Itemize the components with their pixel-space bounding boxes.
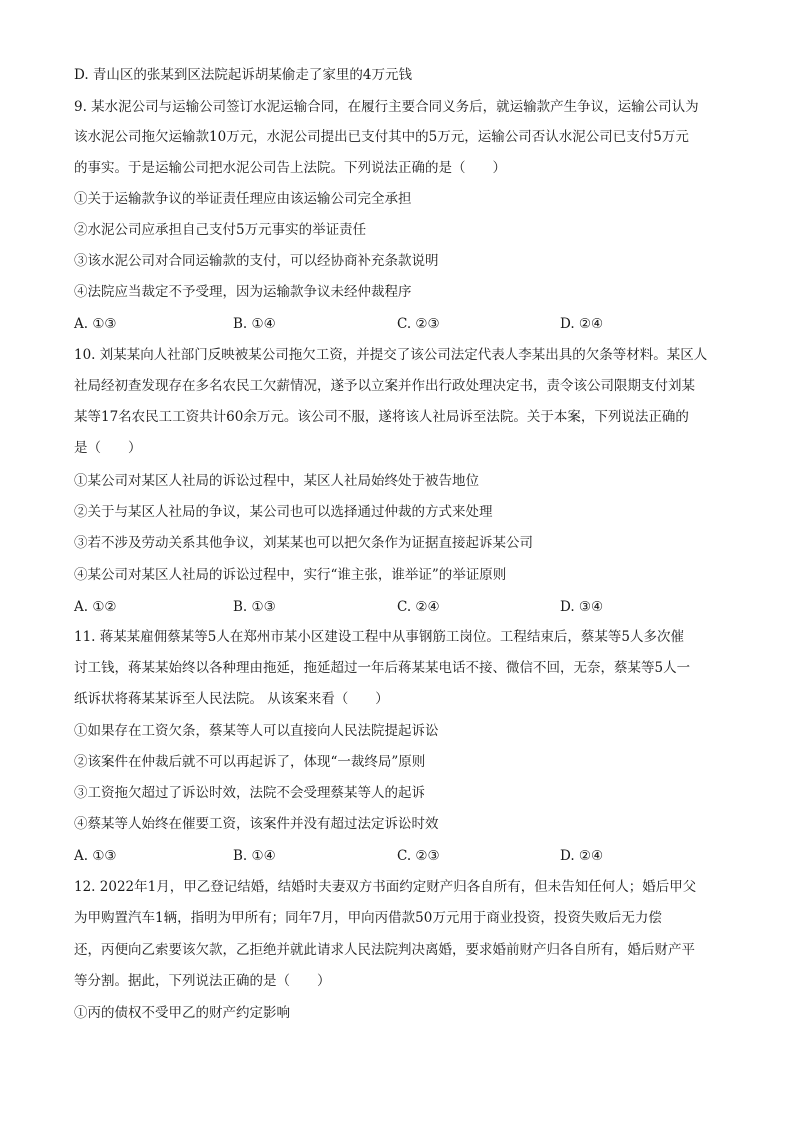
q9-statement-3: ③该水泥公司对合同运输款的支付，可以经协商补充条款说明 <box>74 253 439 269</box>
q11-statement-1: ①如果存在工资欠条，蔡某等人可以直接向人民法院提起诉讼 <box>74 723 439 739</box>
q11-statement-3: ③工资拖欠超过了诉讼时效，法院不会受理蔡某等人的起诉 <box>74 785 425 801</box>
q11-stem-line-2: 讨工钱，蒋某某始终以各种理由拖延，拖延超过一年后蒋某某电话不接、微信不回，无奈，蔡某等5人一 <box>74 660 691 676</box>
q10-stem-line-2: 社局经初查发现存在多名农民工欠薪情况，遂予以立案并作出行政处理决定书，责令该公司限期支付刘某 <box>74 378 695 394</box>
q11-statement-2: ②该案件在仲裁后就不可以再起诉了，体现“一裁终局”原则 <box>74 754 426 770</box>
q9-stem-line-3: 的事实。于是运输公司把水泥公司告上法院。下列说法正确的是（ ） <box>74 160 506 176</box>
q12-stem-line-1: 12. 2022年1月，甲乙登记结婚，结婚时夫妻双方书面约定财产归各自所有，但未告知任何人；婚后甲父 <box>74 879 697 895</box>
q9-stem-line-1: 9. 某水泥公司与运输公司签订水泥运输合同，在履行主要合同义务后，就运输款产生争议，运输公司认为 <box>74 99 699 115</box>
q12-stem-line-3: 还，丙便向乙索要该欠款，乙拒绝并就此请求人民法院判决离婚，要求婚前财产归各自所有，婚后财产平 <box>74 942 695 958</box>
q11-option-d: D. ②④ <box>560 848 604 864</box>
q9-statement-4: ④法院应当裁定不予受理，因为运输款争议未经仲裁程序 <box>74 284 412 300</box>
q9-option-b: B. ①④ <box>233 316 276 332</box>
q10-option-c: C. ②④ <box>397 599 440 615</box>
q10-statement-1: ①某公司对某区人社局的诉讼过程中，某区人社局始终处于被告地位 <box>74 473 479 489</box>
q10-statement-4: ④某公司对某区人社局的诉讼过程中，实行“谁主张，谁举证”的举证原则 <box>74 567 507 583</box>
q8-option-d: D. 青山区的张某到区法院起诉胡某偷走了家里的4万元钱 <box>74 67 413 83</box>
q12-statement-1: ①丙的债权不受甲乙的财产约定影响 <box>74 1005 290 1021</box>
q9-option-d: D. ②④ <box>560 316 604 332</box>
q9-option-c: C. ②③ <box>397 316 440 332</box>
q10-option-b: B. ①③ <box>233 599 276 615</box>
q9-statement-1: ①关于运输款争议的举证责任理应由该运输公司完全承担 <box>74 191 412 207</box>
q10-option-a: A. ①② <box>74 599 117 615</box>
q11-option-b: B. ①④ <box>233 848 276 864</box>
q12-stem-line-2: 为甲购置汽车1辆，指明为甲所有；同年7月，甲向丙借款50万元用于商业投资，投资失败后无力偿 <box>74 910 662 926</box>
q9-stem-line-2: 该水泥公司拖欠运输款10万元，水泥公司提出已支付其中的5万元，运输公司否认水泥公司已支付5万元 <box>74 129 689 145</box>
q10-stem-line-3: 某等17名农民工工资共计60余万元。该公司不服，遂将该人社局诉至法院。关于本案，下列说法正确的 <box>74 409 689 425</box>
q10-stem-line-1: 10. 刘某某向人社部门反映被某公司拖欠工资，并提交了该公司法定代表人李某出具的欠条等材料。某区人 <box>74 347 708 363</box>
q9-option-a: A. ①③ <box>74 316 117 332</box>
q11-stem-line-1: 11. 蒋某某雇佣蔡某等5人在郑州市某小区建设工程中从事钢筋工岗位。工程结束后，蔡某等5人多次催 <box>74 629 684 645</box>
q9-statement-2: ②水泥公司应承担自己支付5万元事实的举证责任 <box>74 222 367 238</box>
q10-stem-line-4: 是（ ） <box>74 440 142 456</box>
q11-stem-line-3: 纸诉状将蒋某某诉至人民法院。 从该案来看（ ） <box>74 691 389 707</box>
q11-statement-4: ④蔡某等人始终在催要工资，该案件并没有超过法定诉讼时效 <box>74 816 439 832</box>
q11-option-c: C. ②③ <box>397 848 440 864</box>
q11-option-a: A. ①③ <box>74 848 117 864</box>
q10-statement-3: ③若不涉及劳动关系其他争议，刘某某也可以把欠条作为证据直接起诉某公司 <box>74 535 533 551</box>
q10-option-d: D. ③④ <box>560 599 604 615</box>
q10-statement-2: ②关于与某区人社局的争议，某公司也可以选择通过仲裁的方式来处理 <box>74 504 493 520</box>
q12-stem-line-4: 等分割。据此，下列说法正确的是（ ） <box>74 973 331 989</box>
